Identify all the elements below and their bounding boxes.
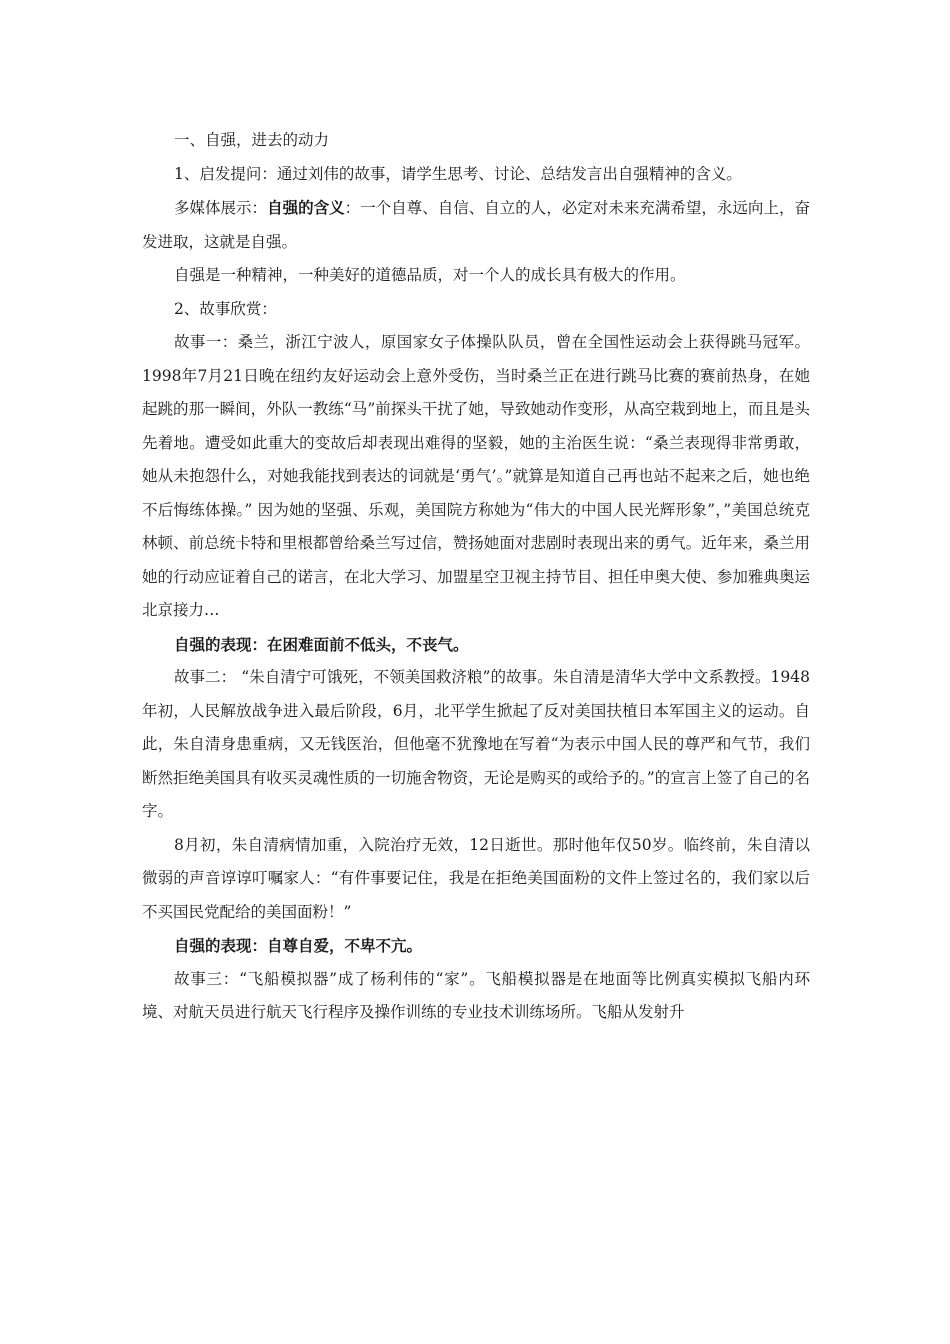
story-two: 故事二： “朱自清宁可饿死，不领美国救济粮”的故事。朱自清是清华大学中文系教授。1948年初，人民解放战争进入最后阶段，6月，北平学生掀起了反对美国扶植日本军国主义的运动。自此，朱自清身患重病，又无钱医治，但他毫不犹豫地在写着“为表示中国人民的尊严和气节，我们断然拒绝美国具有收买灵魂性质的一切施舍物资，无论是购买的或给予的。”的宣言上签了自己的名字。: [142, 668, 810, 820]
paragraph-spirit: 自强是一种精神，一种美好的道德品质，对一个人的成长具有极大的作用。: [174, 266, 686, 284]
media-label: 多媒体展示：: [174, 199, 268, 217]
paragraph-stories-heading: 2、故事欣赏：: [174, 299, 277, 318]
story-one: 故事一：桑兰，浙江宁波人，原国家女子体操队队员，曾在全国性运动会上获得跳马冠军。1998年7月21日晚在纽约友好运动会上意外受伤，当时桑兰正在进行跳马比赛的赛前热身，在她起跳的那一瞬间，外队一教练“马”前探头干扰了她，导致她动作变形，从高空栽到地上，而且是头先着地。遭受如此重大的变故后却表现出难得的坚毅，她的主治医生说：“桑兰表现得非常勇敢，她从未抱怨什么，对她我能找到表达的词就是‘勇气’。”就算是知道自己再也站不起来之后，她也绝不后悔练体操。” 因为她的坚强、乐观，美国院方称她为“伟大的中国人民光辉形象”，”美国总统克林顿、前总统卡特和里根都曾给桑兰写过信，赞扬她面对悲剧时表现出来的勇气。近年来，桑兰用她的行动应证着自己的诺言，在北大学习、加盟星空卫视主持节目、担任申奥大使、参加雅典奥运北京接力…: [142, 333, 810, 619]
paragraph-prompt: 1、启发提问：通过刘伟的故事，请学生思考、讨论、总结发言出自强精神的含义。: [174, 164, 742, 183]
paragraph-media: [142, 191, 810, 259]
summary-one: 自强的表现：在困难面前不低头，不丧气。: [174, 634, 469, 654]
definition-label: 自强的含义: [267, 198, 345, 217]
summary-two: 自强的表现：自尊自爱，不卑不亢。: [174, 936, 423, 955]
section-heading: 一、自强，进去的动力: [174, 131, 330, 149]
definition-text: ：一个自尊、自信、自立的人，必定对未来充满希望，永远向上，奋发进取，这就是自强。: [142, 199, 810, 251]
story-three: 故事三：“飞船模拟器”成了杨利伟的“家”。飞船模拟器是在地面等比例真实模拟飞船内环境、对航天员进行航天飞行程序及操作训练的专业技术训练场所。飞船从发射升: [142, 969, 810, 1021]
document-body: [142, 124, 810, 1030]
story-two-continued: 8月初，朱自清病情加重，入院治疗无效，12日逝世。那时他年仅50岁。临终前，朱自清以微弱的声音谆谆叮嘱家人：“有件事要记住，我是在拒绝美国面粉的文件上签过名的，我们家以后不买国民党配给的美国面粉！”: [142, 835, 810, 921]
